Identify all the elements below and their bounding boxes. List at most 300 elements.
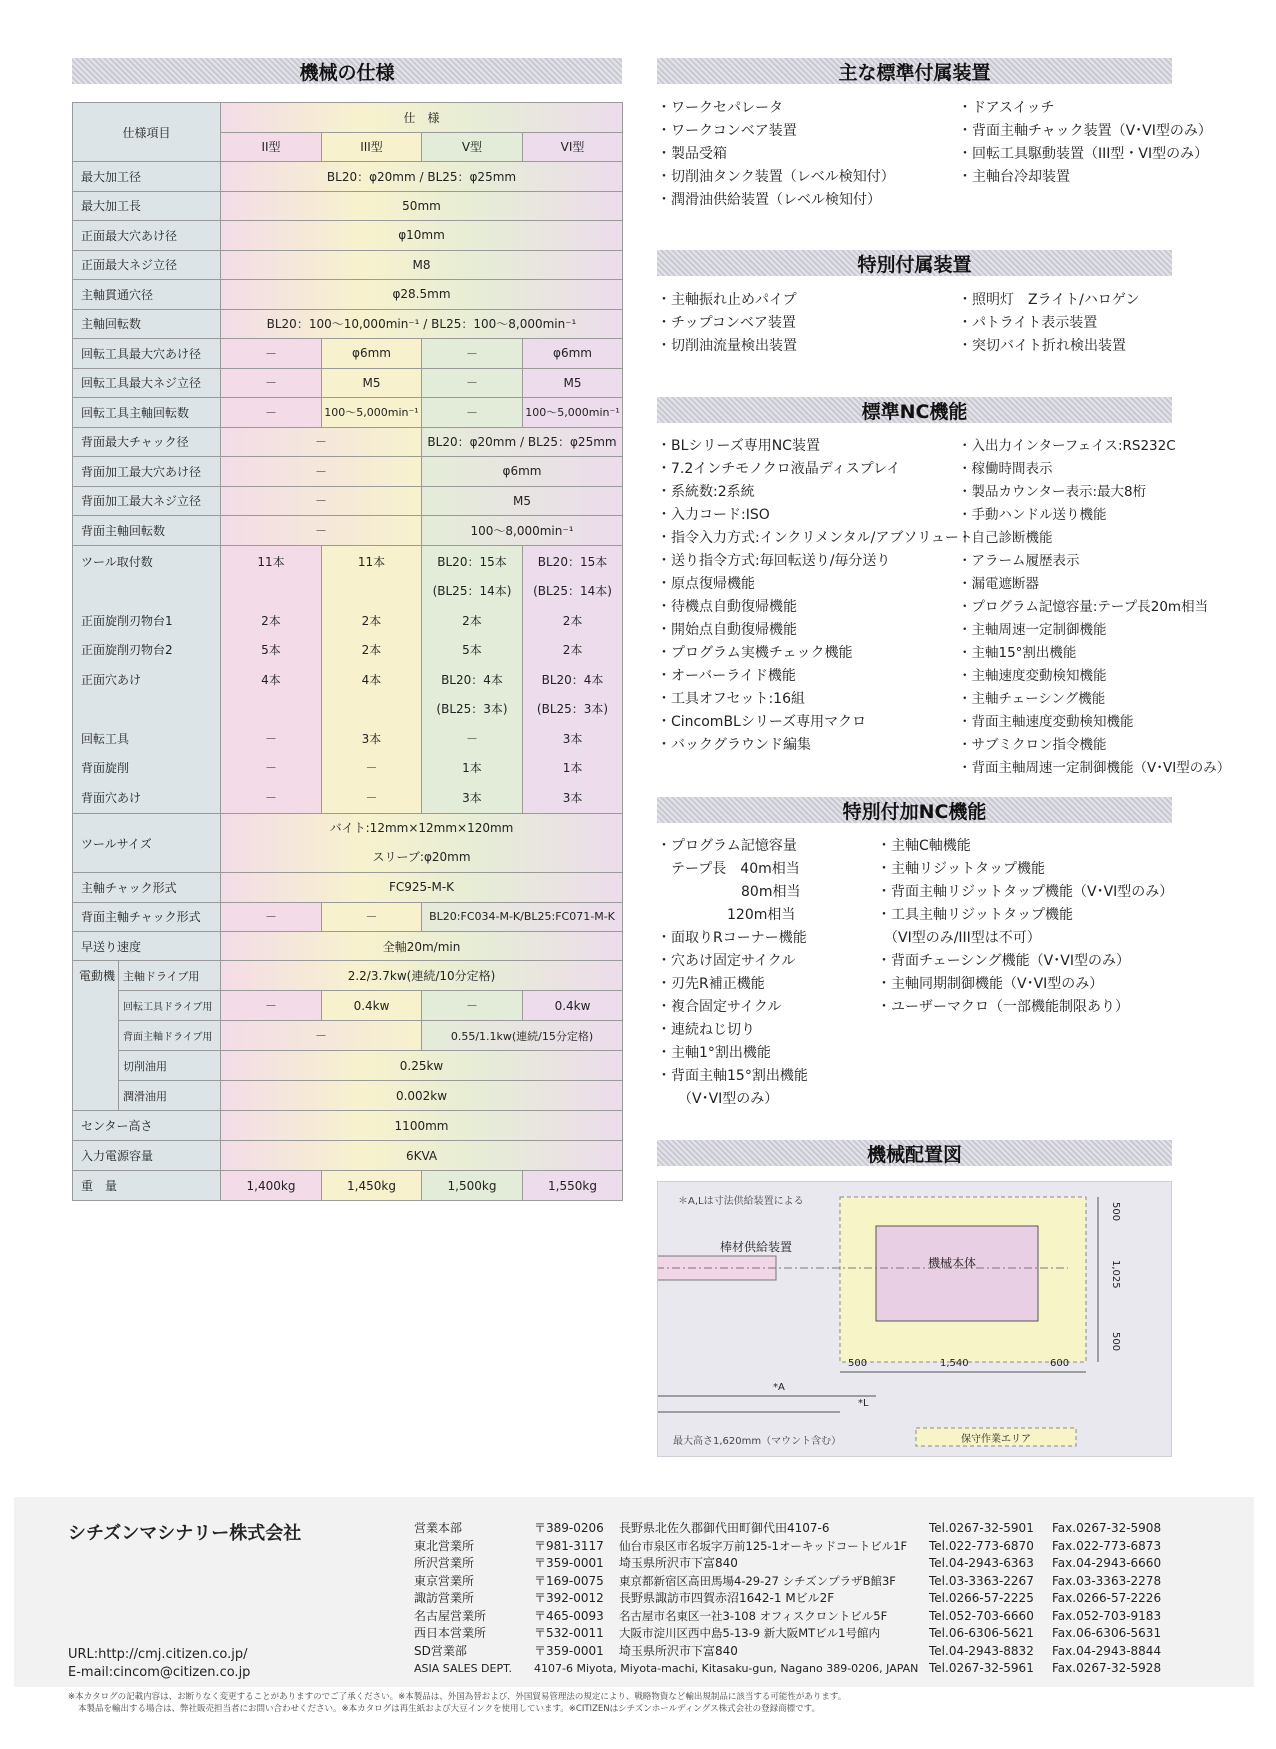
list-item: テープ長 40m相当 — [657, 861, 800, 877]
list-item: ・背面主軸15°割出機能 — [657, 1068, 808, 1084]
standard-accessories-left — [657, 97, 895, 212]
list-item: ・系統数:2系統 — [657, 484, 755, 500]
row-label: 背面主軸ドライブ用 — [119, 1021, 221, 1051]
office-zip: 〒389-0206 — [534, 1521, 604, 1535]
cell-value: 1本 — [462, 761, 482, 775]
office-name: 東京営業所 — [414, 1573, 475, 1588]
list-item: ・切削油流量検出装置 — [657, 338, 797, 354]
list-item: ・製品受箱 — [657, 146, 727, 162]
cell-spacer — [223, 695, 319, 725]
max-height-label: 最大高さ1,620mm（マウント含む） — [673, 1436, 842, 1447]
cell-value: BL20：4本 — [541, 672, 604, 687]
cell-value: 100～5,000min⁻¹ — [523, 398, 623, 428]
list-item: ・主軸振れ止めパイプ — [657, 292, 797, 308]
company-url[interactable]: URL:http://cmj.citizen.co.jp/ — [68, 1647, 248, 1662]
tool-label: 回転工具 — [81, 731, 130, 746]
tool-label: 正面穴あけ — [81, 672, 142, 687]
cell-value: 0.25kw — [221, 1051, 623, 1081]
special-nc-header — [657, 797, 1172, 823]
list-item: ・切削油タンク装置（レベル検知付） — [657, 169, 895, 185]
cell-value: 6KVA — [221, 1141, 623, 1171]
cell-value: M5 — [322, 368, 422, 398]
row-label: 早送り速度 — [73, 932, 221, 962]
list-item: ・背面主軸速度変動検知機能 — [958, 714, 1134, 730]
office-name: 所沢営業所 — [414, 1556, 475, 1570]
cell-value: 全軸20m/min — [221, 932, 623, 962]
row-label: 正面最大穴あけ径 — [73, 221, 221, 251]
cell-value: － — [221, 427, 422, 457]
row-label: 回転工具主軸回転数 — [73, 398, 221, 428]
list-item: ・プログラム記憶容量 — [657, 838, 797, 854]
list-item: ・7.2インチモノクロ液晶ディスプレイ — [657, 461, 901, 477]
list-item: ・主軸C軸機能 — [877, 838, 971, 854]
office-name: 名古屋営業所 — [414, 1608, 487, 1623]
special-accessories-right — [958, 289, 1140, 358]
list-item: ・指令入力方式:インクリメンタル/アブソリュート — [657, 530, 973, 546]
table-row — [73, 162, 623, 192]
table-row — [73, 368, 623, 398]
layout-note: ＊A,Lは寸法供給装置による — [678, 1196, 804, 1207]
special-nc-left — [657, 835, 808, 1111]
list-item: ・主軸同期制御機能（V･VI型のみ） — [877, 976, 1104, 992]
cell-value: 2本 — [361, 643, 382, 657]
tool-label: ツール取付数 — [81, 554, 153, 569]
type-header: VI型 — [523, 132, 623, 162]
tools-col-ii — [221, 545, 322, 814]
tool-label: 正面旋削刃物台2 — [81, 643, 173, 657]
row-label: 背面最大チャック径 — [73, 427, 221, 457]
list-item: ・稼働時間表示 — [958, 461, 1053, 477]
list-item: ・チップコンベア装置 — [657, 315, 796, 331]
list-item: ・サブミクロン指令機能 — [958, 737, 1107, 753]
list-item: ・製品カウンター表示:最大8桁 — [958, 484, 1147, 500]
table-row — [73, 486, 623, 516]
list-item: ・回転工具駆動装置（III型・VI型のみ） — [958, 146, 1209, 162]
list-item: ・パトライト表示装置 — [958, 315, 1098, 331]
cell-value: (BL25：14本) — [432, 584, 512, 598]
cell-value: M8 — [221, 250, 623, 280]
cell-value: BL20：φ20mm / BL25：φ25mm — [221, 162, 623, 192]
cell-value: － — [221, 902, 322, 932]
list-item: ・待機点自動復帰機能 — [657, 599, 797, 615]
type-header: III型 — [322, 132, 422, 162]
cell-spacer — [324, 695, 419, 725]
list-item: ・突切バイト折れ検出装置 — [958, 338, 1126, 354]
cell-value: － — [221, 1021, 422, 1051]
table-row — [73, 516, 623, 546]
cell-value: 1,400kg — [221, 1171, 322, 1201]
cell-value: 11本 — [257, 554, 285, 569]
office-address: 東京都新宿区高田馬場4-29-27 シチズンプラザB館3F — [619, 1573, 896, 1588]
cell-value: 1本 — [562, 761, 583, 775]
table-row — [73, 545, 623, 814]
office-tel: Tel.052-703-6660 — [929, 1608, 1034, 1623]
cell-value: － — [264, 731, 277, 746]
list-item: ・工具オフセット:16組 — [657, 691, 805, 707]
row-label: 最大加工長 — [73, 191, 221, 221]
list-item: ・背面チェーシング機能（V･VI型のみ） — [877, 953, 1130, 969]
cell-value: (BL25：14本) — [533, 584, 612, 598]
cell-value: － — [221, 457, 422, 487]
cell-value: BL20：φ20mm / BL25：φ25mm — [422, 427, 623, 457]
cell-value: 0.002kw — [221, 1081, 623, 1111]
layout-diagram — [657, 1181, 1172, 1457]
office-fax: Fax.04-2943-6660 — [1052, 1556, 1162, 1570]
spec-header: 仕 様 — [221, 103, 623, 133]
table-row — [73, 1051, 623, 1081]
layout-drawing — [658, 1182, 1173, 1458]
office-tel: Tel.06-6306-5621 — [929, 1626, 1034, 1640]
special-nc-title: 特別付加NC機能 — [842, 800, 987, 823]
cell-value: φ6mm — [523, 339, 623, 369]
list-item: ・オーバーライド機能 — [657, 668, 796, 684]
table-row — [73, 103, 623, 133]
cell-value: BL20：4本 — [441, 672, 503, 687]
office-fax: Fax.06-6306-5631 — [1052, 1626, 1162, 1640]
list-item: ・ユーザーマクロ（一部機能制限あり） — [877, 999, 1129, 1015]
standard-accessories-header — [657, 58, 1172, 84]
cell-value: 3本 — [562, 790, 583, 805]
list-item: ・入力コード:ISO — [657, 507, 770, 523]
table-row — [73, 398, 623, 428]
list-item: ・面取りRコーナー機能 — [657, 930, 807, 946]
special-nc-right — [877, 835, 1173, 1019]
list-item: ・潤滑油供給装置（レベル検知付） — [657, 192, 881, 208]
table-row — [73, 873, 623, 903]
cell-value: 100～8,000min⁻¹ — [422, 516, 623, 546]
list-item: ・背面主軸リジットタップ機能（V･VI型のみ） — [877, 884, 1174, 900]
list-item: ・ワークセパレータ — [657, 100, 783, 116]
row-label: ツールサイズ — [73, 814, 221, 873]
cell-value: 2.2/3.7kw(連続/10分定格) — [221, 961, 623, 991]
cell-value: 1,450kg — [322, 1171, 422, 1201]
table-row — [73, 280, 623, 310]
list-item: ・工具主軸リジットタップ機能 — [877, 907, 1073, 923]
table-row — [73, 1141, 623, 1171]
office-fax: Fax.03-3363-2278 — [1052, 1573, 1162, 1588]
type-header: V型 — [422, 132, 523, 162]
motor-group-label: 電動機 — [73, 961, 119, 1111]
dim-a: *A — [773, 1382, 785, 1393]
office-fax: Fax.04-2943-8844 — [1052, 1643, 1162, 1658]
row-label: 主軸貫通穴径 — [73, 280, 221, 310]
cell-value: φ10mm — [221, 221, 623, 251]
list-item: ・BLシリーズ専用NC装置 — [657, 438, 820, 454]
list-item: ・CincomBLシリーズ専用マクロ — [657, 714, 867, 730]
machine-label: 機械本体 — [928, 1256, 977, 1270]
dim-bot: 500 — [1110, 1332, 1121, 1352]
list-item: ・ワークコンベア装置 — [657, 123, 797, 139]
dim-right: 600 — [1050, 1358, 1070, 1369]
row-label: 入力電源容量 — [73, 1141, 221, 1171]
cell-value: 2本 — [562, 613, 583, 628]
special-accessories-header — [657, 250, 1172, 276]
list-item: ・照明灯 Zライト/ハロゲン — [958, 292, 1140, 308]
cell-value: － — [465, 731, 478, 746]
office-fax: Fax.022-773-6873 — [1052, 1538, 1162, 1553]
tools-col-vi — [523, 545, 623, 814]
spec-item-header: 仕様項目 — [73, 103, 221, 162]
row-label: 潤滑油用 — [119, 1081, 221, 1111]
list-item: ・送り指令方式:毎回転送り/毎分送り — [657, 553, 891, 569]
list-item: ・ドアスイッチ — [958, 100, 1055, 116]
standard-nc-right — [958, 435, 1230, 780]
list-item: ・穴あけ固定サイクル — [657, 953, 796, 969]
office-zip: 〒359-0001 — [534, 1556, 604, 1570]
row-label: 重 量 — [73, 1171, 221, 1201]
row-label: 背面主軸回転数 — [73, 516, 221, 546]
office-address: 大阪市淀川区西中島5-13-9 新大阪MTビル1号館内 — [619, 1626, 880, 1640]
cell-value: － — [264, 790, 277, 805]
cell-value: － — [221, 398, 322, 428]
notice-line-1: ※本カタログの記載内容は、お断りなく変更することがありますのでご了承ください。※本製品は、外国為替および、外国貿易管理法の規定により、戦略物資など輸出規制品に該当する可能性があります。 — [68, 1692, 847, 1702]
table-row — [73, 191, 623, 221]
office-tel: Tel.0267-32-5961 — [929, 1661, 1034, 1675]
table-row — [73, 221, 623, 251]
office-fax: Fax.0267-32-5908 — [1052, 1521, 1162, 1535]
list-item: （VI型のみ/III型は不可） — [877, 930, 1041, 946]
office-name: 西日本営業所 — [414, 1626, 487, 1640]
office-address: 仙台市泉区市名坂字万前125-1オーキッドコートビル1F — [619, 1538, 908, 1553]
row-label: 背面主軸チャック形式 — [73, 902, 221, 932]
cell-value: 0.55/1.1kw(連続/15分定格) — [422, 1021, 623, 1051]
row-label: 最大加工径 — [73, 162, 221, 192]
tool-label: 正面旋削刃物台1 — [81, 613, 173, 628]
list-item: ・主軸周速一定制御機能 — [958, 622, 1107, 638]
cell-value: 1100mm — [221, 1111, 623, 1141]
list-item: ・開始点自動復帰機能 — [657, 622, 797, 638]
cell-value: 100～5,000min⁻¹ — [322, 398, 422, 428]
table-row — [73, 339, 623, 369]
list-item: （V･VI型のみ） — [657, 1091, 779, 1107]
standard-nc-left — [657, 435, 973, 757]
office-address: 名古屋市名東区一社3-108 オフィスクロントビル5F — [619, 1608, 888, 1623]
cell-spacer — [223, 577, 319, 607]
cell-value: 5本 — [462, 643, 482, 657]
company-email[interactable]: E-mail:cincom@citizen.co.jp — [68, 1665, 251, 1680]
list-item: ・主軸15°割出機能 — [958, 645, 1077, 661]
row-label: 回転工具最大ネジ立径 — [73, 368, 221, 398]
cell-value: － — [422, 368, 523, 398]
tool-label: 背面旋削 — [81, 761, 130, 775]
layout-title: 機械配置図 — [866, 1143, 962, 1166]
tool-label: 背面穴あけ — [81, 790, 142, 805]
cell-value: 1,500kg — [422, 1171, 523, 1201]
cell-value: 4本 — [361, 672, 382, 687]
company-name: シチズンマシナリー株式会社 — [68, 1523, 302, 1544]
tool-label-spacer — [81, 577, 218, 607]
cell-value: バイト:12mm×12mm×120mm — [329, 821, 514, 835]
maintenance-legend-label: 保守作業エリア — [961, 1434, 1031, 1445]
office-address: 4107-6 Miyota, Miyota-machi, Kitasaku-gun, Nagano 389-0206, JAPAN — [534, 1662, 919, 1675]
office-fax: Fax.052-703-9183 — [1052, 1608, 1162, 1623]
row-label: 主軸回転数 — [73, 309, 221, 339]
row-label: 回転工具ドライブ用 — [119, 991, 221, 1021]
standard-accessories-title: 主な標準付属装置 — [838, 61, 991, 84]
standard-nc-title: 標準NC機能 — [861, 400, 968, 423]
cell-value: FC925-M-K — [221, 873, 623, 903]
row-label: 背面加工最大ネジ立径 — [73, 486, 221, 516]
cell-value: 0.4kw — [322, 991, 422, 1021]
office-name: ASIA SALES DEPT. — [414, 1662, 513, 1675]
office-tel: Tel.0266-57-2225 — [929, 1591, 1034, 1605]
tools-col-iii — [322, 545, 422, 814]
office-address: 長野県北佐久郡御代田町御代田4107-6 — [619, 1521, 830, 1535]
office-tel: Tel.03-3363-2267 — [929, 1573, 1034, 1588]
list-item: ・刃先R補正機能 — [657, 976, 765, 992]
cell-value: φ28.5mm — [221, 280, 623, 310]
tools-col-v — [422, 545, 523, 814]
standard-accessories-right — [958, 97, 1212, 189]
cell-value: － — [422, 991, 523, 1021]
standard-nc-header — [657, 397, 1172, 423]
spec-title: 機械の仕様 — [299, 61, 395, 84]
list-item: ・複合固定サイクル — [657, 999, 782, 1015]
dim-left: 500 — [848, 1358, 868, 1369]
tool-label-spacer — [81, 695, 218, 725]
list-item: ・背面主軸チャック装置（V･VI型のみ） — [958, 123, 1212, 139]
cell-value: 1,550kg — [523, 1171, 623, 1201]
cell-value: 2本 — [462, 613, 482, 628]
list-item: 120m相当 — [657, 907, 796, 923]
cell-value: φ6mm — [322, 339, 422, 369]
cell-value: (BL25：3本) — [536, 702, 609, 716]
cell-value: φ6mm — [422, 457, 623, 487]
list-item: ・アラーム履歴表示 — [958, 553, 1080, 569]
cell-value: BL20：100～10,000min⁻¹ / BL25：100～8,000min⁻¹ — [221, 309, 623, 339]
office-tel: Tel.022-773-6870 — [929, 1538, 1034, 1553]
office-address: 埼玉県所沢市下富840 — [619, 1643, 738, 1658]
cell-value: 3本 — [361, 731, 382, 746]
cell-value: － — [221, 516, 422, 546]
cell-value: － — [422, 398, 523, 428]
dim-top: 500 — [1110, 1202, 1121, 1222]
list-item: ・入出力インターフェイス:RS232C — [958, 438, 1176, 454]
cell-value: － — [221, 486, 422, 516]
special-accessories-left — [657, 289, 797, 358]
cell-value: － — [221, 991, 322, 1021]
list-item: ・自己診断機能 — [958, 530, 1053, 546]
cell-value: － — [264, 761, 277, 775]
row-label: 正面最大ネジ立径 — [73, 250, 221, 280]
list-item: ・主軸リジットタップ機能 — [877, 861, 1045, 877]
notice-line-2: 本製品を輸出する場合は、弊社販売担当者にお問い合わせください。※本カタログは再生紙および大豆インクを使用しています。※CITIZENはシチズンホールディングス株式会社の登録商標です。 — [78, 1704, 820, 1714]
cell-value: 3本 — [562, 731, 583, 746]
bar-feeder-label: 棒材供給装置 — [720, 1240, 793, 1254]
table-row — [73, 814, 623, 873]
list-item: ・背面主軸周速一定制御機能（V･VI型のみ） — [958, 760, 1231, 776]
row-label: 回転工具最大穴あけ径 — [73, 339, 221, 369]
list-item: ・主軸チェーシング機能 — [958, 691, 1106, 707]
office-name: 諏訪営業所 — [414, 1591, 475, 1605]
dim-l: *L — [858, 1398, 869, 1409]
table-row — [73, 1081, 623, 1111]
spec-section-header — [72, 58, 622, 84]
list-item: ・バックグラウンド編集 — [657, 737, 811, 753]
office-fax: Fax.0266-57-2226 — [1052, 1591, 1162, 1605]
table-row — [73, 1111, 623, 1141]
office-tel: Tel.04-2943-6363 — [929, 1556, 1034, 1570]
row-label: 背面加工最大穴あけ径 — [73, 457, 221, 487]
cell-value: M5 — [523, 368, 623, 398]
table-row — [73, 1021, 623, 1051]
motor-table — [72, 960, 623, 1201]
cell-value: － — [422, 339, 523, 369]
office-zip: 〒981-3117 — [534, 1538, 604, 1553]
row-label: センター高さ — [73, 1111, 221, 1141]
cell-spacer — [324, 577, 419, 607]
cell-value: 3本 — [462, 790, 482, 805]
spec-table — [72, 102, 623, 962]
list-item: ・プログラム実機チェック機能 — [657, 645, 853, 661]
table-row — [73, 427, 623, 457]
office-tel: Tel.04-2943-8832 — [929, 1643, 1034, 1658]
table-row — [73, 932, 623, 962]
list-item: ・漏電遮断器 — [958, 576, 1039, 592]
list-item: ・連続ねじ切り — [657, 1022, 755, 1038]
office-address: 埼玉県所沢市下富840 — [619, 1556, 738, 1570]
office-zip: 〒392-0012 — [534, 1591, 604, 1605]
list-item: ・主軸1°割出機能 — [657, 1045, 771, 1061]
cell-value: 50mm — [221, 191, 623, 221]
tools-labels — [73, 545, 221, 814]
table-row — [73, 457, 623, 487]
office-name: 東北営業所 — [414, 1538, 475, 1553]
cell-value: BL20:FC034-M-K/BL25:FC071-M-K — [422, 902, 623, 932]
list-item: ・原点復帰機能 — [657, 576, 755, 592]
list-item: ・手動ハンドル送り機能 — [958, 507, 1107, 523]
office-zip: 〒465-0093 — [534, 1608, 604, 1623]
type-header: II型 — [221, 132, 322, 162]
cell-value: 4本 — [261, 672, 281, 687]
office-name: SD営業部 — [414, 1643, 467, 1658]
layout-header — [657, 1140, 1172, 1166]
cell-value: BL20：15本 — [437, 554, 507, 569]
cell-value: － — [365, 790, 378, 805]
table-row — [73, 309, 623, 339]
list-item: 80m相当 — [657, 884, 801, 900]
cell-value: 2本 — [261, 613, 281, 628]
list-item: ・プログラム記憶容量:テープ長20m相当 — [958, 599, 1209, 615]
dim-mid: 1,025 — [1110, 1260, 1121, 1289]
cell-value: － — [221, 368, 322, 398]
office-fax: Fax.0267-32-5928 — [1052, 1661, 1162, 1675]
office-address: 長野県諏訪市四賀赤沼1642-1 Mビル2F — [619, 1591, 835, 1605]
cell-value: (BL25：3本) — [436, 702, 508, 716]
machine-body — [876, 1226, 1038, 1321]
special-accessories-title: 特別付属装置 — [857, 253, 972, 276]
cell-value: BL20：15本 — [537, 554, 608, 569]
cell-value: M5 — [422, 486, 623, 516]
office-zip: 〒359-0001 — [534, 1643, 604, 1658]
table-row — [73, 902, 623, 932]
office-zip: 〒169-0075 — [534, 1573, 604, 1588]
table-row — [73, 250, 623, 280]
table-row — [73, 991, 623, 1021]
tool-size-cell — [221, 814, 623, 873]
table-row — [73, 961, 623, 991]
cell-value: 11本 — [357, 554, 386, 569]
cell-value: － — [322, 902, 422, 932]
cell-value: － — [365, 761, 378, 775]
cell-value: 0.4kw — [523, 991, 623, 1021]
cell-value: 5本 — [261, 643, 281, 657]
list-item: ・主軸速度変動検知機能 — [958, 668, 1107, 684]
dim-width: 1,540 — [940, 1358, 969, 1369]
cell-value: スリーブ:φ20mm — [372, 850, 471, 864]
office-name: 営業本部 — [414, 1521, 463, 1535]
list-item: ・主軸台冷却装置 — [958, 169, 1070, 185]
